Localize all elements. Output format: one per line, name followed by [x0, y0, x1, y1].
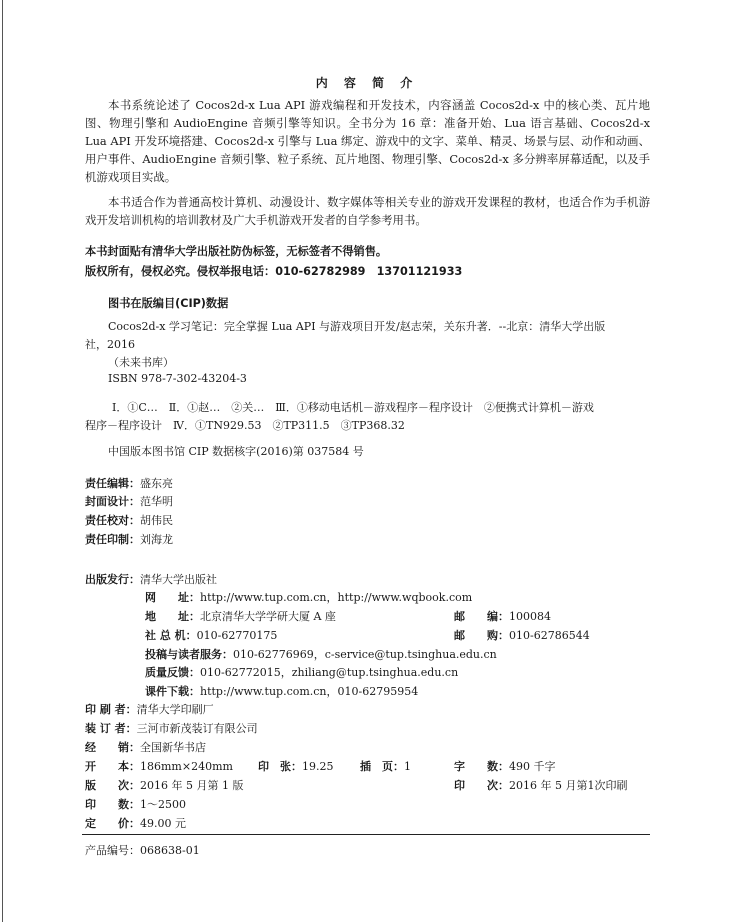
- words-row: [454, 755, 556, 774]
- edition-row: [85, 774, 243, 793]
- courseware-value: http://www.tup.com.cn，010-62795954: [200, 685, 419, 698]
- copyright-notice: 版权所有，侵权必究。侵权举报电话：010-62782989 13701121933: [85, 265, 463, 278]
- inserts-label: 插 页：: [360, 760, 404, 773]
- cip-isbn: ISBN 978-7-302-43204-3: [108, 372, 247, 385]
- words-label: 字 数：: [454, 760, 509, 773]
- product-number: 产品编号：068638-01: [85, 844, 200, 857]
- printer-row: [85, 698, 214, 717]
- print-run-label: 印 数：: [85, 798, 140, 811]
- distributor-value: 全国新华书店: [140, 741, 206, 754]
- binder-row: [85, 717, 258, 736]
- address-row: [145, 605, 336, 624]
- staff-label: 封面设计：: [85, 495, 140, 508]
- cip-entry-continued: 社，2016: [85, 338, 135, 351]
- printer-label: 印 刷 者：: [85, 703, 137, 716]
- staff-label: 责任印制：: [85, 533, 140, 546]
- staff-label: 责任校对：: [85, 514, 140, 527]
- divider-line: [82, 834, 650, 835]
- postcode-value: 100084: [509, 610, 551, 623]
- website-row: [145, 586, 472, 605]
- edition-value: 2016 年 5 月第 1 版: [140, 779, 244, 792]
- price-value: 49.00 元: [140, 817, 186, 830]
- impression-row: [454, 774, 627, 793]
- switchboard-label: 社 总 机：: [145, 629, 197, 642]
- binder-value: 三河市新茂装订有限公司: [136, 722, 258, 735]
- cip-core-number: 中国版本图书馆 CIP 数据核字(2016)第 037584 号: [108, 445, 364, 458]
- contribution-label: 投稿与读者服务：: [145, 648, 233, 661]
- cip-series: （未来书库）: [108, 356, 174, 369]
- distributor-label: 经 销：: [85, 741, 140, 754]
- contribution-value: 010-62776969，c-service@tup.tsinghua.edu.cn: [233, 648, 497, 661]
- sheets-row: [258, 755, 334, 774]
- format-label: 开 本：: [85, 760, 140, 773]
- courseware-label: 课件下载：: [145, 685, 200, 698]
- print-run-value: 1～2500: [140, 798, 186, 811]
- switchboard-value: 010-62770175: [196, 629, 278, 642]
- publisher-row: [85, 568, 217, 587]
- website-label: 网 址：: [145, 591, 200, 604]
- cip-entry: Cocos2d-x 学习笔记：完全掌握 Lua API 与游戏项目开发/赵志荣，关东升著．--北京：清华大学出版: [108, 320, 606, 333]
- cip-classification: Ⅰ．①C… Ⅱ．①赵… ②关… Ⅲ．①移动电话机－游戏程序－程序设计 ②便携式计算机－游戏: [112, 401, 594, 414]
- publisher-label: 出版发行：: [85, 573, 140, 586]
- switchboard-row: [145, 624, 277, 643]
- contribution-row: [145, 643, 497, 662]
- inserts-row: [360, 755, 411, 774]
- quality-row: [145, 661, 458, 680]
- staff-value: 范华明: [140, 495, 173, 508]
- page-left-border: [2, 0, 3, 922]
- postcode-row: [454, 605, 551, 624]
- intro-paragraph-2: 本书适合作为普通高校计算机、动漫设计、数字媒体等相关专业的游戏开发课程的教材，也适合作为手机游戏开发培训机构的培训教材及广大手机游戏开发者的自学参考用书。: [85, 195, 650, 227]
- address-value: 北京清华大学学研大厦 A 座: [200, 610, 336, 623]
- staff-row: [85, 472, 173, 491]
- distributor-row: [85, 736, 206, 755]
- address-label: 地 址：: [145, 610, 200, 623]
- price-label: 定 价：: [85, 817, 140, 830]
- format-value: 186mm×240mm: [140, 760, 233, 773]
- staff-value: 胡伟民: [140, 514, 173, 527]
- quality-value: 010-62772015，zhiliang@tup.tsinghua.edu.cn: [200, 666, 459, 679]
- words-value: 490 千字: [509, 760, 556, 773]
- impression-label: 印 次：: [454, 779, 509, 792]
- binder-label: 装 订 者：: [85, 722, 137, 735]
- mail-order-value: 010-62786544: [509, 629, 590, 642]
- staff-row: [85, 490, 173, 509]
- intro-paragraph-1: 本书系统论述了 Cocos2d-x Lua API 游戏编程和开发技术，内容涵盖 Cocos2d-x 中的核心类、瓦片地图、物理引擎和 AudioEngine 音频引擎等知识。全书分为 16 章：准备开始、Lua 语言基础、Cocos2d-x Lua API 开发环境搭建、Cocos2d-x 引擎与 Lua 绑定、游戏中的文字、菜单、精灵、场景与层、动作和动画、用户事件、AudioEngine 音频引擎、粒子系统、瓦片地图、物理引擎、Cocos2d-x 多分辨率屏幕适配，以及手机游戏项目实战。: [85, 98, 650, 184]
- print-run-row: [85, 793, 186, 812]
- price-row: [85, 812, 186, 831]
- staff-row: [85, 509, 173, 528]
- format-row: [85, 755, 233, 774]
- impression-value: 2016 年 5 月第1次印刷: [509, 779, 628, 792]
- sheets-value: 19.25: [302, 760, 334, 773]
- publisher-value: 清华大学出版社: [140, 573, 217, 586]
- section-title: 内 容 简 介: [315, 76, 419, 90]
- courseware-row: [145, 680, 418, 699]
- staff-label: 责任编辑：: [85, 477, 140, 490]
- quality-label: 质量反馈：: [145, 666, 200, 679]
- staff-value: 刘海龙: [140, 533, 173, 546]
- printer-value: 清华大学印刷厂: [136, 703, 214, 716]
- edition-label: 版 次：: [85, 779, 140, 792]
- anti-counterfeit-notice: 本书封面贴有清华大学出版社防伪标签，无标签者不得销售。: [85, 245, 388, 258]
- mail-order-label: 邮 购：: [454, 629, 509, 642]
- sheets-label: 印 张：: [258, 760, 302, 773]
- mail-order-row: [454, 624, 590, 643]
- staff-value: 盛东亮: [140, 477, 173, 490]
- website-value: http://www.tup.com.cn，http://www.wqbook.com: [200, 591, 473, 604]
- inserts-value: 1: [404, 760, 411, 773]
- cip-heading: 图书在版编目(CIP)数据: [108, 297, 229, 310]
- cip-classification-continued: 程序－程序设计 Ⅳ．①TN929.53 ②TP311.5 ③TP368.32: [85, 419, 405, 432]
- postcode-label: 邮 编：: [454, 610, 509, 623]
- staff-row: [85, 528, 173, 547]
